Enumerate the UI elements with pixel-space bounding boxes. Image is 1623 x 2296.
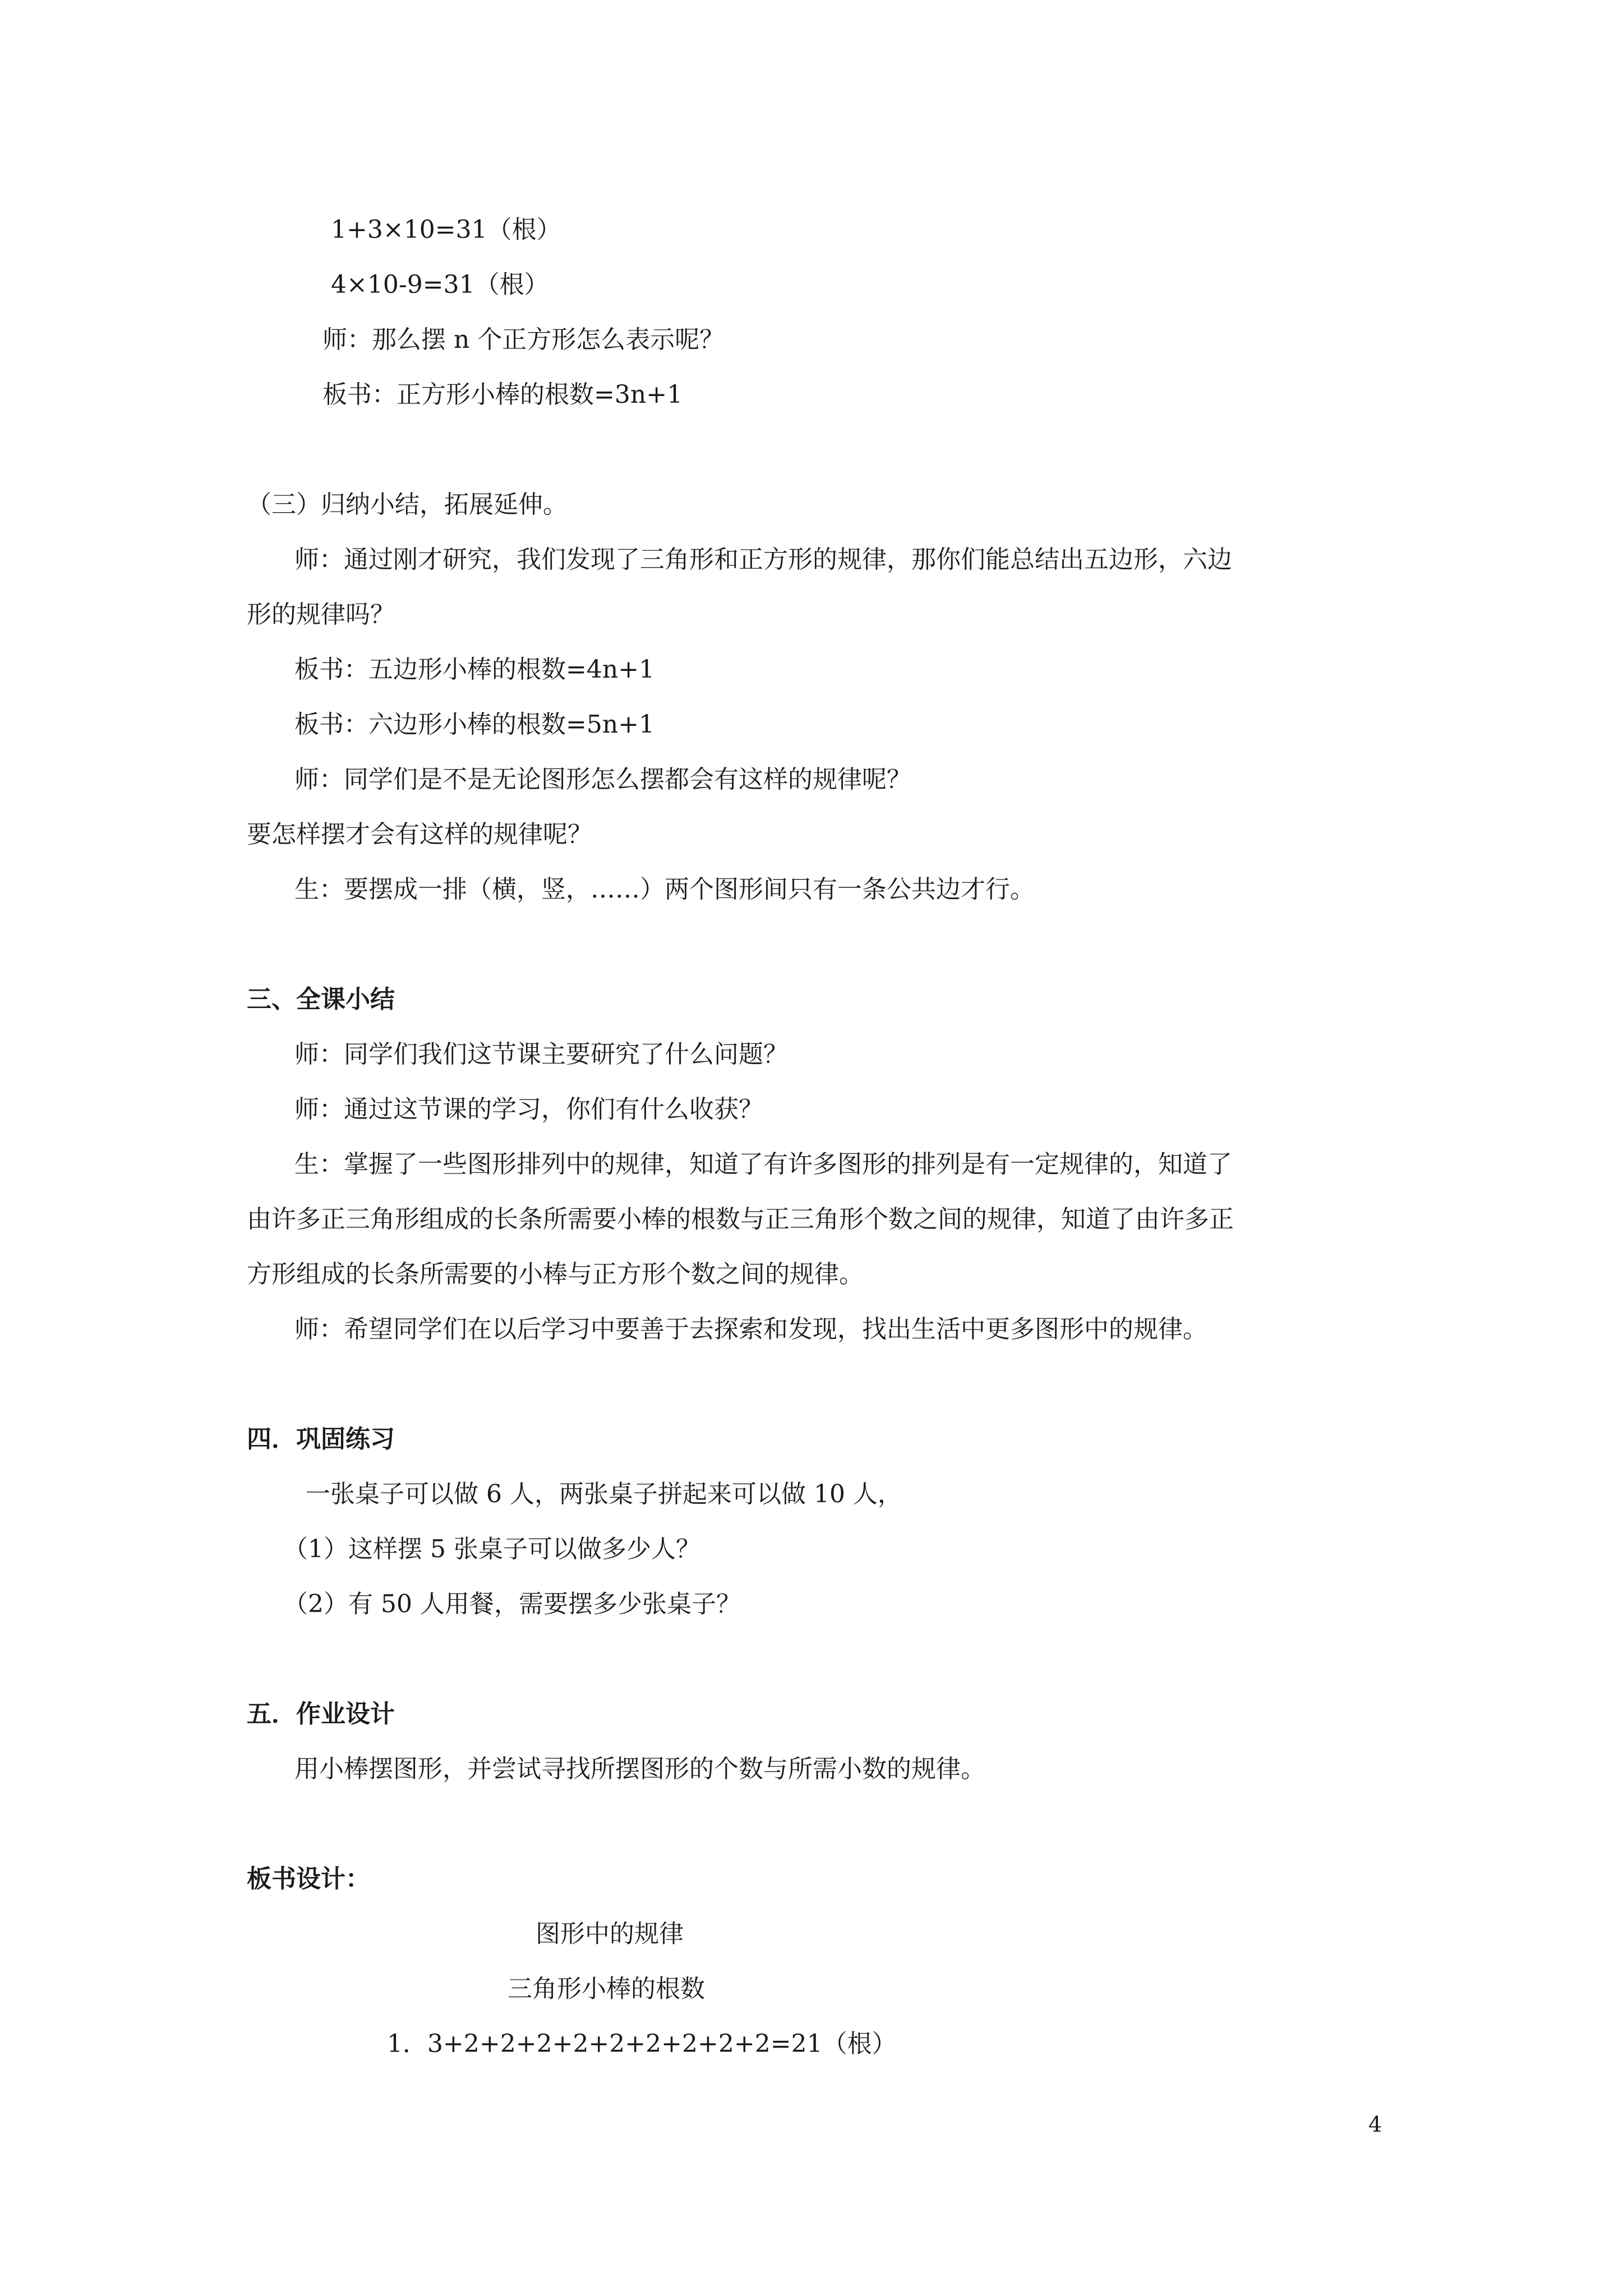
summary-teacher-1: 师：同学们我们这节课主要研究了什么问题？ xyxy=(294,1040,788,1069)
board-design-item-1: 1．3+2+2+2+2+2+2+2+2+2=21（根） xyxy=(387,2030,897,2058)
page-number: 4 xyxy=(1368,2112,1382,2137)
practice-question-1: （1）这样摆 5 张桌子可以做多少人？ xyxy=(283,1535,700,1563)
summary-teacher-3: 师：希望同学们在以后学习中要善于去探索和发现，找出生活中更多图形中的规律。 xyxy=(294,1315,1207,1343)
formula-line-2: 4×10-9=31（根） xyxy=(331,270,549,299)
summary-student-line-3: 方形组成的长条所需要的小棒与正方形个数之间的规律。 xyxy=(247,1260,864,1289)
board-design-subtitle: 三角形小棒的根数 xyxy=(508,1975,705,2003)
summary-student-line-2: 由许多正三角形组成的长条所需要小棒的根数与正三角形个数之间的规律，知道了由许多正 xyxy=(247,1205,1234,1234)
teacher-paragraph-line-2: 形的规律吗？ xyxy=(247,600,395,629)
board-square-formula: 板书：正方形小棒的根数=3n+1 xyxy=(322,380,683,409)
summary-teacher-2: 师：通过这节课的学习，你们有什么收获？ xyxy=(294,1095,763,1124)
teacher-paragraph-line-1: 师：通过刚才研究，我们发现了三角形和正方形的规律，那你们能总结出五边形，六边 xyxy=(294,545,1232,574)
formula-line-1: 1+3×10=31（根） xyxy=(331,215,561,244)
summary-student-line-1: 生：掌握了一些图形排列中的规律，知道了有许多图形的排列是有一定规律的，知道了 xyxy=(294,1150,1232,1179)
board-pentagon-formula: 板书：五边形小棒的根数=4n+1 xyxy=(294,655,655,684)
summary-heading: 三、全课小结 xyxy=(247,985,395,1014)
follow-up-question: 要怎样摆才会有这样的规律呢？ xyxy=(247,820,592,849)
subsection-heading: （三）归纳小结，拓展延伸。 xyxy=(247,490,568,519)
practice-heading: 四．巩固练习 xyxy=(247,1425,395,1453)
practice-question-2: （2）有 50 人用餐，需要摆多少张桌子？ xyxy=(283,1590,741,1618)
board-hexagon-formula: 板书：六边形小棒的根数=5n+1 xyxy=(294,710,655,739)
student-answer: 生：要摆成一排（横，竖，……）两个图形间只有一条公共边才行。 xyxy=(294,875,1035,904)
teacher-question-2: 师：同学们是不是无论图形怎么摆都会有这样的规律呢？ xyxy=(294,765,911,794)
board-design-title: 图形中的规律 xyxy=(536,1920,684,1948)
homework-heading: 五．作业设计 xyxy=(247,1700,395,1728)
practice-intro: 一张桌子可以做 6 人，两张桌子拼起来可以做 10 人， xyxy=(306,1480,902,1508)
teacher-question: 师：那么摆 n 个正方形怎么表示呢？ xyxy=(322,325,725,354)
homework-text: 用小棒摆图形，并尝试寻找所摆图形的个数与所需小数的规律。 xyxy=(294,1755,985,1783)
board-design-heading: 板书设计： xyxy=(247,1865,370,1893)
